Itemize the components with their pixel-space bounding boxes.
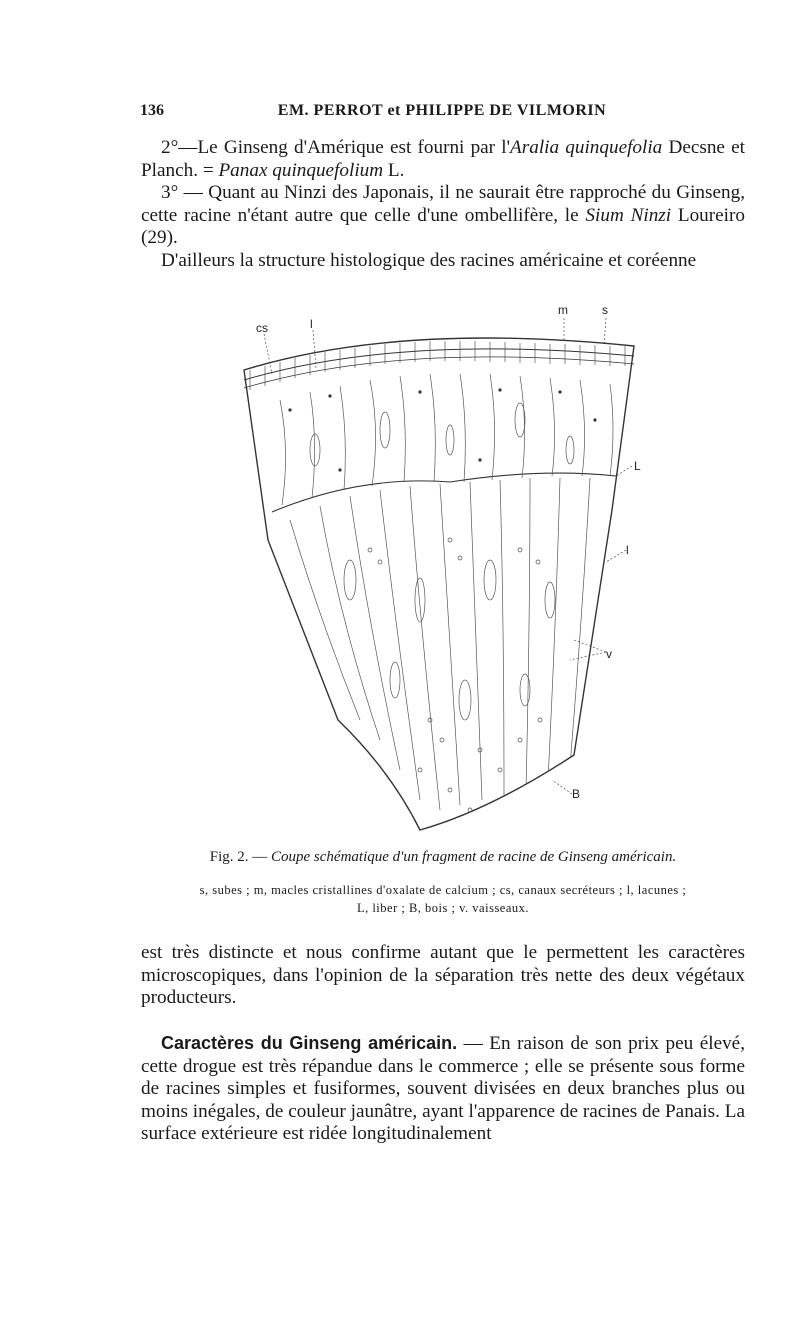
- caption-text: Coupe schématique d'un fragment de racine de Ginseng américain.: [271, 849, 677, 865]
- section-outline: [244, 338, 634, 830]
- label-cs: cs: [256, 321, 268, 335]
- figure-caption: [141, 849, 745, 866]
- label-L: L: [634, 459, 641, 473]
- item-3-suffix: Loureiro (29).: [141, 204, 745, 249]
- page-number: 136: [140, 102, 164, 119]
- bottom-paragraph-1: est très distincte et nous confirme autant que le permettent les caractères microscopiques, dans l'opinion de la séparation très nette des deux végétaux producteurs.: [141, 942, 745, 1009]
- suber-layer: [244, 349, 634, 380]
- item-3-prefix: 3° — Quant au Ninzi des Japonais, il ne saurait être rapproché du Ginseng, cette racine n'étant autre que celle d'une ombellifère, le: [141, 182, 745, 226]
- page-header: [140, 102, 744, 126]
- item-2-synonym: Panax quinquefolium: [218, 159, 384, 181]
- figure-legend-line-1: s, subes ; m, macles cristallines d'oxalate de calcium ; cs, canaux secréteurs ; l, lacunes ;: [199, 883, 687, 897]
- item-2-middle: Decsne et Planch. =: [141, 137, 745, 181]
- item-3-paragraph: [141, 182, 745, 250]
- continuation-line: D'ailleurs la structure histologique des racines américaine et coréenne: [161, 249, 697, 271]
- running-title: EM. PERROT et PHILIPPE DE VILMORIN: [277, 102, 607, 119]
- item-2-paragraph: [141, 137, 745, 182]
- label-l-top: l: [310, 317, 313, 331]
- root-section-figure: [220, 300, 640, 845]
- root-section-drawing: [220, 300, 640, 845]
- bottom-paragraph-2: [141, 1032, 745, 1146]
- label-m: m: [558, 303, 568, 317]
- item-2-prefix: 2°—Le Ginseng d'Amérique est fourni par l': [161, 137, 511, 158]
- section-heading: Caractères du Ginseng américain.: [161, 1033, 458, 1053]
- label-v: v: [606, 647, 612, 661]
- label-B: B: [572, 787, 581, 801]
- section-body: — En raison de son prix peu élevé, cette drogue est très répandue dans le commerce ; elle se présente sous forme de racines simples et fusiformes, souvent divisées en deux branches plus ou moins inégales, de couleur jaunâtre, ayant l'apparence de racines de Panais. La surface extérieure est ridée longitudinalement: [141, 1033, 745, 1145]
- label-s: s: [602, 303, 608, 317]
- item-2-species: Aralia quinquefolia: [510, 137, 663, 158]
- caption-prefix: Fig. 2. —: [209, 849, 272, 865]
- figure-legend-line-2: L, liber ; B, bois ; v. vaisseaux.: [356, 901, 530, 915]
- cambium-line: [272, 473, 616, 512]
- top-text-block: [141, 137, 745, 273]
- item-2-suffix: L.: [383, 159, 405, 181]
- item-3-species: Sium Ninzi: [585, 204, 672, 226]
- label-l-right: l: [626, 543, 629, 557]
